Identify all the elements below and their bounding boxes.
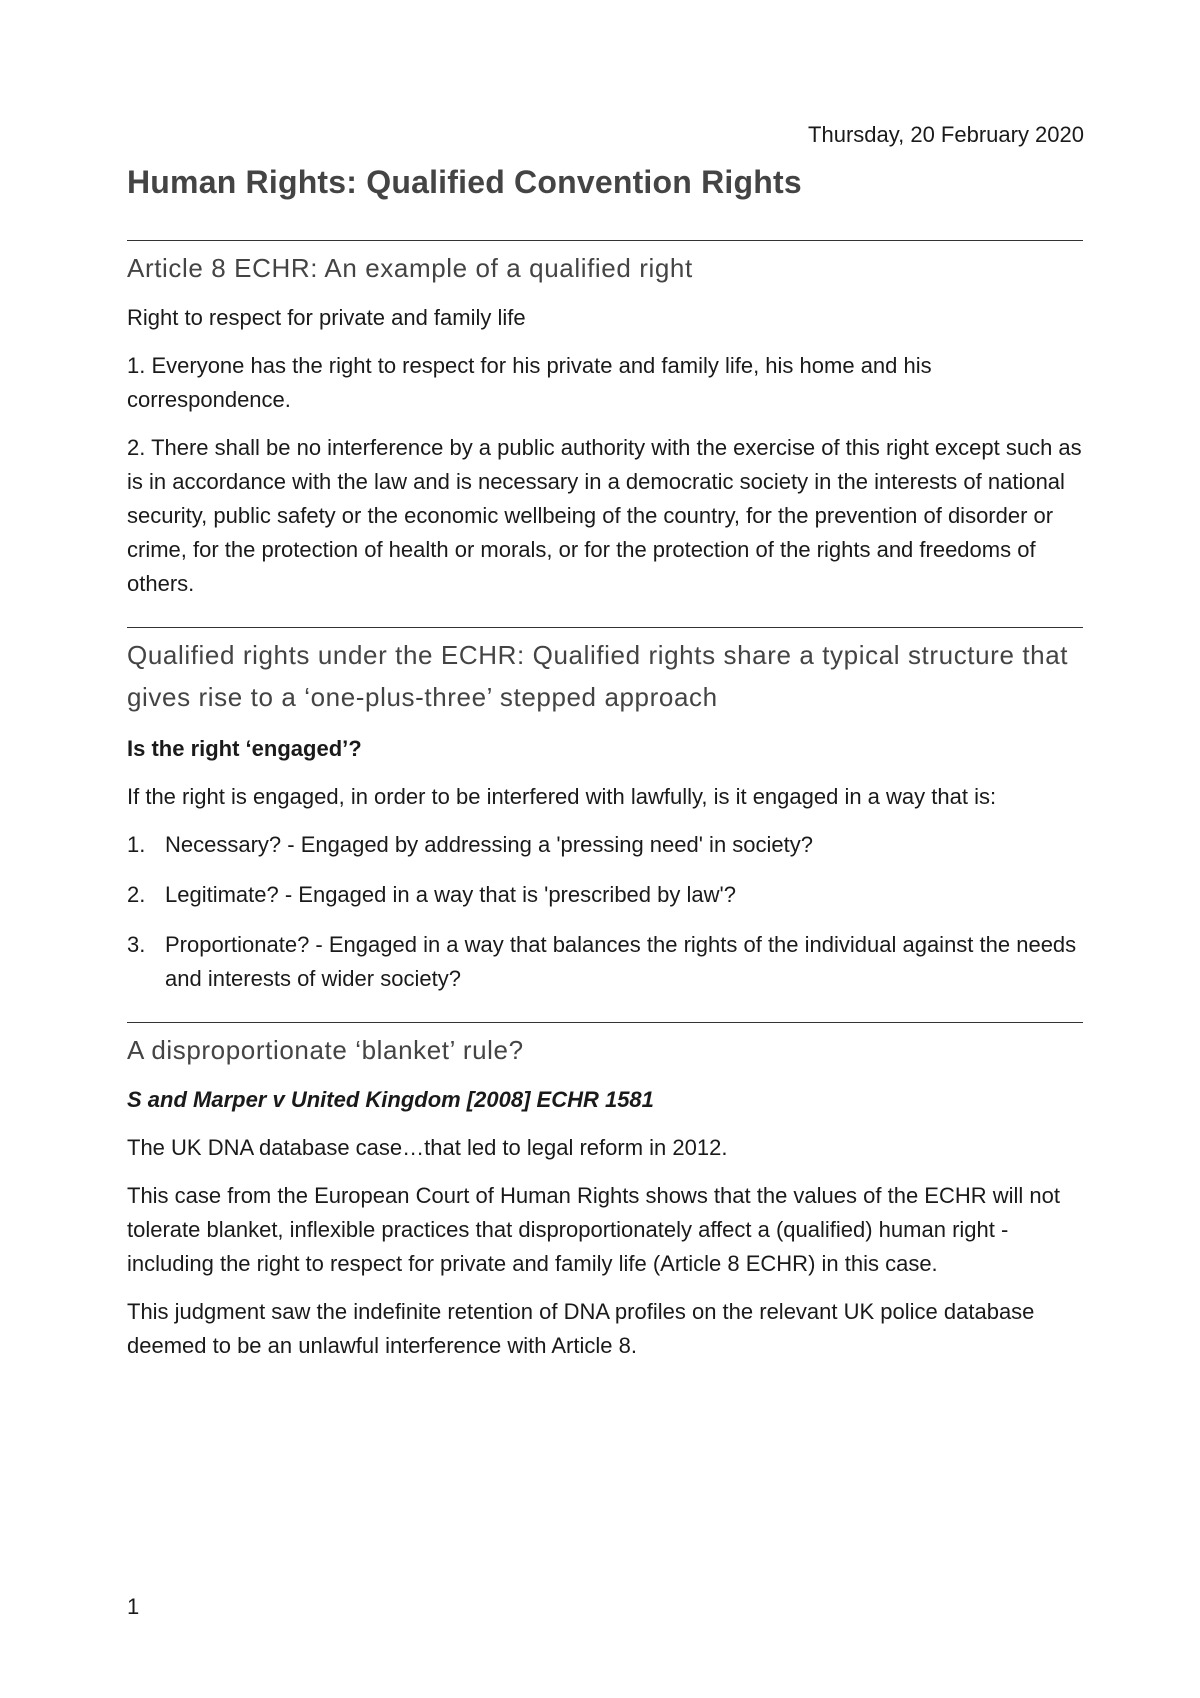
article-paragraph-1: 1. Everyone has the right to respect for his private and family life, his home and his correspondence. <box>127 353 932 412</box>
case-paragraph-1: The UK DNA database case…that led to legal reform in 2012. <box>127 1135 728 1160</box>
document-body <box>127 240 1083 1377</box>
case-paragraph-3: This judgment saw the indefinite retention of DNA profiles on the relevant UK police database deemed to be an unlawful interference with Article 8. <box>127 1299 1035 1358</box>
stepped-approach-list <box>127 828 1083 996</box>
document-title: Human Rights: Qualified Convention Rights <box>127 164 802 200</box>
case-citation: S and Marper v United Kingdom [2008] ECHR 1581 <box>127 1087 654 1112</box>
list-item-text: Legitimate? - Engaged in a way that is 'prescribed by law'? <box>165 882 736 907</box>
page-number: 1 <box>127 1594 140 1619</box>
article-paragraph-2: 2. There shall be no interference by a public authority with the exercise of this right except such as is in accordance with the law and is necessary in a democratic society in the interests of national security, public safety or the economic wellbeing of the country, for the prevention of disorder or crime, for the protection of health or morals, or for the protection of the rights and freedoms of others. <box>127 435 1082 596</box>
engaged-intro: If the right is engaged, in order to be interfered with lawfully, is it engaged in a way that is: <box>127 784 997 809</box>
section-qualified-rights <box>127 627 1083 1022</box>
list-item-number: 1. <box>127 832 146 857</box>
list-item-number: 2. <box>127 882 146 907</box>
list-item <box>127 928 1083 996</box>
section-heading: Qualified rights under the ECHR: Qualified rights share a typical structure that gives rise to a ‘one-plus-three’ stepped approach <box>127 640 1069 712</box>
case-paragraph-2: This case from the European Court of Human Rights shows that the values of the ECHR will not tolerate blanket, inflexible practices that disproportionately affect a (qualified) human right - including the right to respect for private and family life (Article 8 ECHR) in this case. <box>127 1183 1060 1276</box>
section-blanket-rule <box>127 1022 1083 1363</box>
section-heading: Article 8 ECHR: An example of a qualified right <box>127 253 693 283</box>
list-item-text: Proportionate? - Engaged in a way that balances the rights of the individual against the needs and interests of wider society? <box>165 932 1077 991</box>
list-item-number: 3. <box>127 932 146 957</box>
list-item <box>127 878 1083 912</box>
section-article-8 <box>127 240 1083 601</box>
list-item-text: Necessary? - Engaged by addressing a 'pressing need' in society? <box>165 832 814 857</box>
engaged-question: Is the right ‘engaged’? <box>127 736 362 761</box>
list-item <box>127 828 1083 862</box>
document-date: Thursday, 20 February 2020 <box>808 122 1084 147</box>
section-subtitle: Right to respect for private and family life <box>127 305 526 330</box>
section-heading: A disproportionate ‘blanket’ rule? <box>127 1035 524 1065</box>
